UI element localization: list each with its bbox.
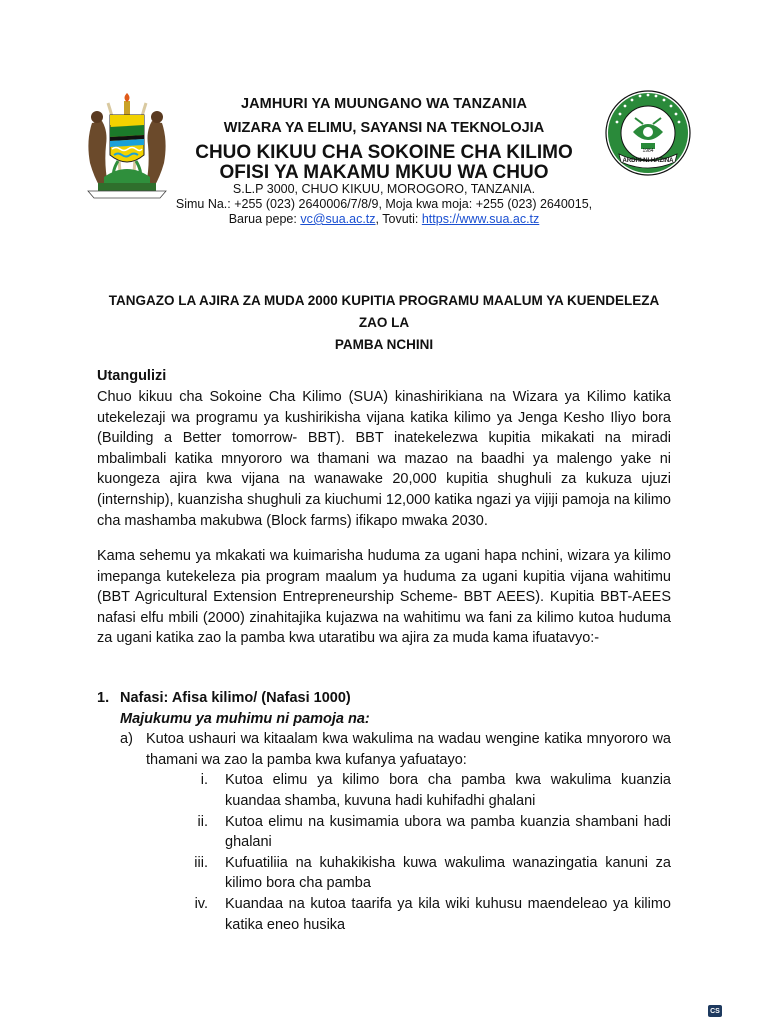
duty-subitems: [166, 770, 671, 935]
camscanner-badge: CS: [708, 1005, 722, 1017]
intro-heading: Utangulizi: [97, 368, 167, 384]
sua-year: 1984: [642, 148, 654, 154]
letterhead-office: OFISI YA MAKAMU MKUU WA CHUO: [219, 162, 549, 183]
document-title-line-1: TANGAZO LA AJIRA ZA MUDA 2000 KUPITIA PROGRAMU MAALUM YA KUENDELEZA ZAO LA: [108, 293, 660, 330]
subitem-text: Kufuatiliia na kuhakikisha kuwa wakulima wanazingatia kanuni za kilimo bora cha pamba: [225, 854, 671, 892]
subitem-text: Kutoa elimu na kusimamia ubora wa pamba kuanzia shambani hadi ghalani: [225, 813, 671, 851]
subitem-text: Kutoa elimu ya kilimo bora cha pamba kwa wakulima kuanzia kuandaa shamba, kuvuna hadi kuhifadhi ghalani: [225, 772, 671, 809]
position-item-1: [97, 688, 671, 709]
subitem-label: ii.: [197, 813, 208, 830]
duty-a-text: Kutoa ushauri wa kitaalam kwa wakulima na wadau wengine katika mnyororo wa thamani wa zao la pamba kwa kufanya yafuatayo:: [146, 731, 671, 768]
subitem-label: i.: [200, 772, 208, 789]
subitem-text: Kuandaa na kutoa taarifa ya kila wiki kuhusu maendeleao ya kilimo katika eneo husika: [225, 895, 671, 933]
list-item: [166, 853, 671, 894]
letterhead-address: S.L.P 3000, CHUO KIKUU, MOROGORO, TANZANIA.: [232, 182, 536, 196]
position-number: 1.: [97, 690, 110, 706]
intro-paragraph-2: Kama sehemu ya mkakati wa kuimarisha huduma za ugani hapa nchini, wizara ya kilimo imepanga kutekeleza pia program maalum ya huduma za ugani kupitia vijana wahitimu (BBT Agricultural Extension Entrepreneurship Scheme- BBT AEES). Kupitia BBT-AEES nafasi elfu mbili (2000) zinahitajika kujazwa na wahitimu wa fani za kilimo kutoa huduma za ugani katika zao la pamba kwa utaratibu wa ajira za muda kama ifuatavyo:-: [97, 548, 671, 647]
web-label: , Tovuti:: [375, 212, 422, 226]
duty-a: [120, 729, 671, 770]
sua-motto: ARDHI NI HAZINA: [622, 158, 674, 164]
duty-a-label: a): [120, 731, 133, 748]
letterhead-university: CHUO KIKUU CHA SOKOINE CHA KILIMO: [195, 142, 573, 163]
document-title-line-2: PAMBA NCHINI: [334, 337, 434, 352]
duties-heading: Majukumu ya muhimu ni pamoja na:: [120, 710, 370, 727]
letterhead: [0, 96, 768, 227]
letterhead-line-2: WIZARA YA ELIMU, SAYANSI NA TEKNOLOJIA: [223, 120, 545, 136]
list-item: [166, 812, 671, 853]
letterhead-line-1: JAMHURI YA MUUNGANO WA TANZANIA: [240, 96, 528, 112]
email-label: Barua pepe:: [228, 212, 301, 226]
email-link[interactable]: vc@sua.ac.tz: [300, 212, 376, 226]
list-item: [166, 770, 671, 811]
intro-paragraph-1: Chuo kikuu cha Sokoine Cha Kilimo (SUA) kinashirikiana na Wizara ya Kilimo katika utekelezaji wa programu ya kushirikisha vijana katika kilimo ya Jenga Kesho Iliyo bora (Building a Better tomorrow- BBT). BBT inatekelezwa kupitia mikakati na miradi mbalimbali katika mnyororo wa thamani wa mazao na baadhi ya malengo yake ni kuongeza ajira kwa vijana na wanawake 20,000 kupitia shughuli za kukuza ujuzi (internship), kuanzisha shughuli za kiuchumi 12,000 katika ngazi ya vijiji pamoja na kilimo cha mashamba makubwa (Block farms) ifikapo mwaka 2030.: [97, 389, 671, 529]
subitem-label: iii.: [194, 854, 208, 871]
website-link[interactable]: https://www.sua.ac.tz: [421, 212, 540, 226]
position-list: [97, 688, 671, 935]
position-title: Nafasi: Afisa kilimo/ (Nafasi 1000): [120, 690, 351, 706]
subitem-label: iv.: [194, 895, 208, 912]
list-item: [166, 894, 671, 935]
document-title: [96, 290, 672, 356]
letterhead-contacts: [0, 212, 768, 227]
letterhead-phones: Simu Na.: +255 (023) 2640006/7/8/9, Moja kwa moja: +255 (023) 2640015,: [175, 197, 593, 211]
